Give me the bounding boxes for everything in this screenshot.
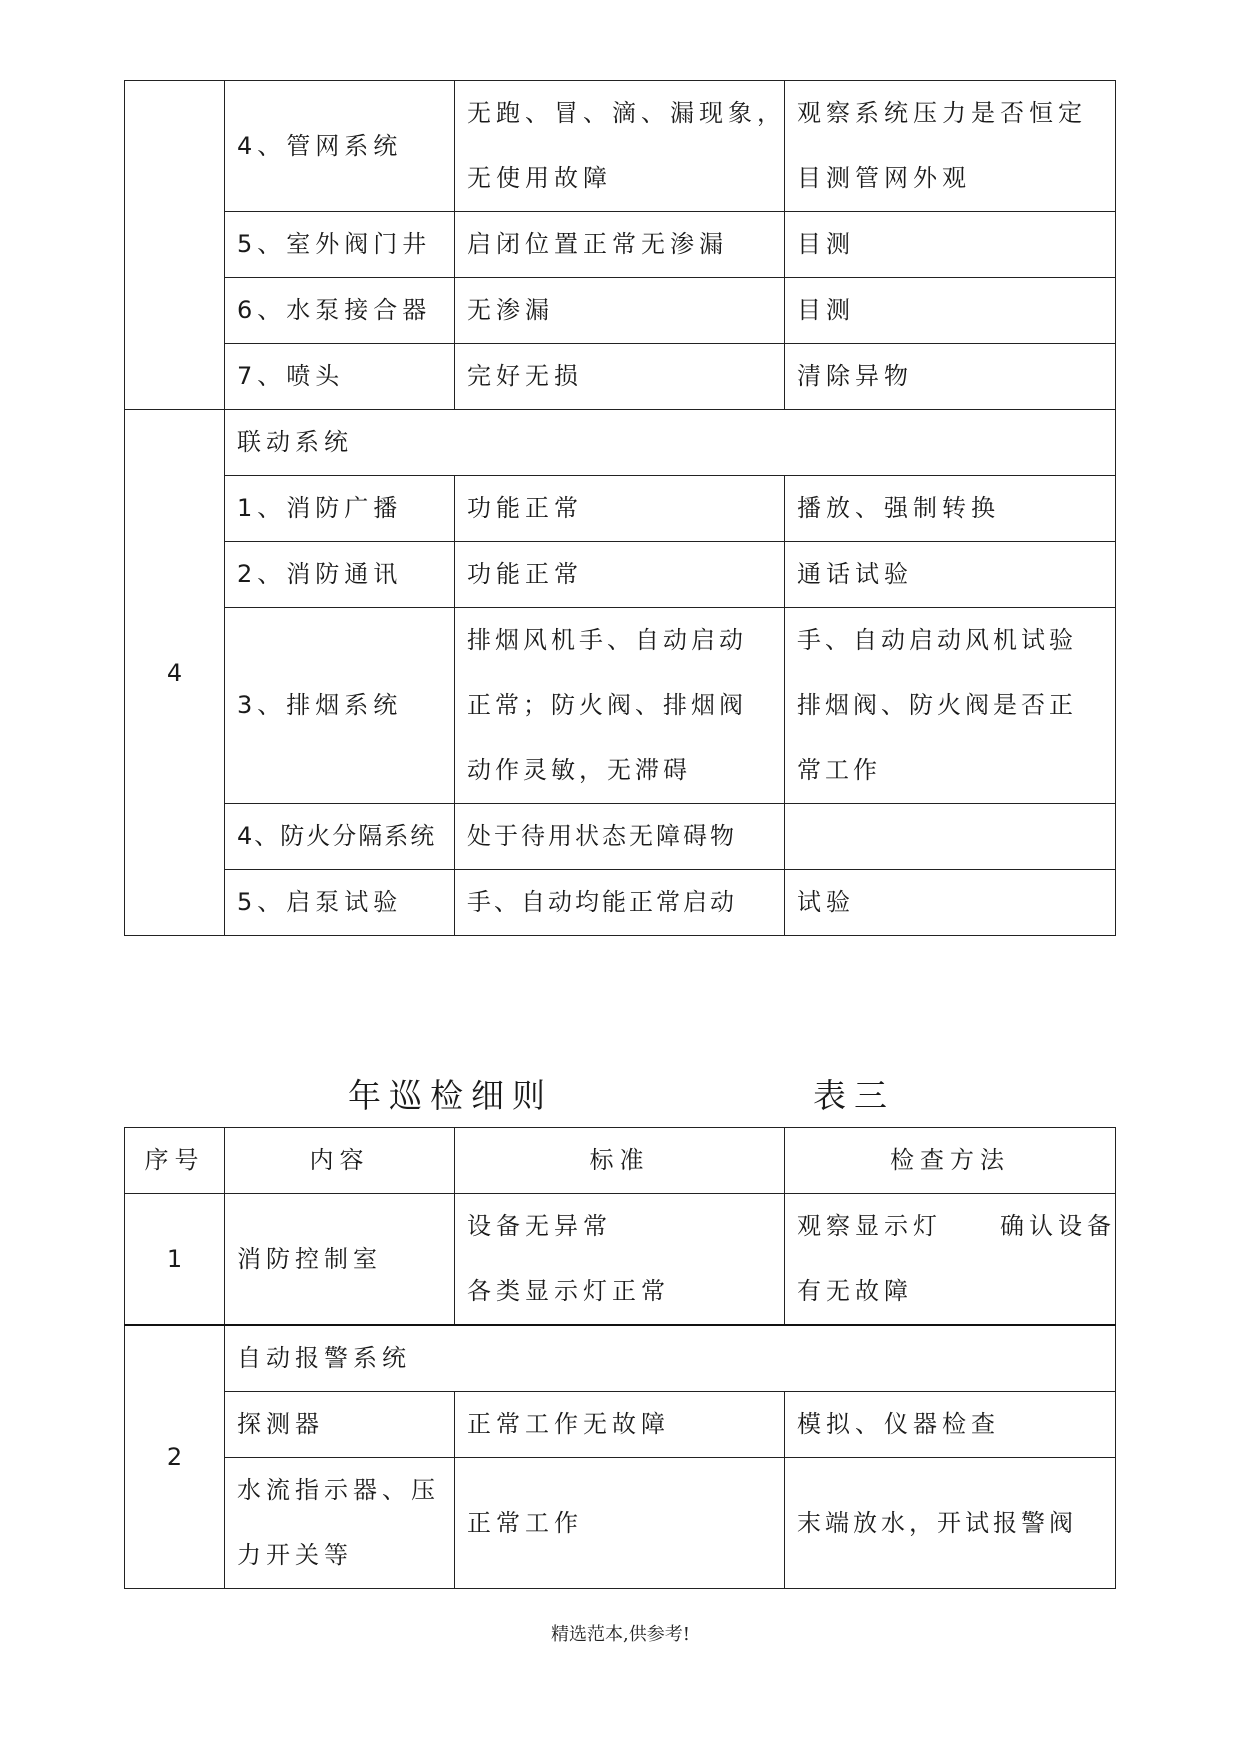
inspection-table-continued [124,80,1116,936]
standard-cell [455,608,785,804]
method-cell: 目测 [785,278,1116,344]
table-row [125,542,1116,608]
table-row [125,804,1116,870]
item-cell: 2、消防通讯 [225,542,455,608]
item-line: 水流指示器、压 [237,1476,440,1504]
title-main: 年巡检细则 [348,1076,553,1115]
row-number-cell: 1 [125,1194,225,1326]
method-cell: 模拟、仪器检查 [785,1392,1116,1458]
table-row [125,870,1116,936]
method-cell: 末端放水，开试报警阀 [785,1458,1116,1589]
standard-cell: 功能正常 [455,476,785,542]
method-cell: 目测 [785,212,1116,278]
item-cell: 3、排烟系统 [225,608,455,804]
group-heading-cell: 联动系统 [225,410,1116,476]
table-label: 表三 [813,1076,895,1115]
standard-cell [455,81,785,212]
header-standard: 标准 [455,1128,785,1194]
standard-cell: 正常工作 [455,1458,785,1589]
item-cell [225,1458,455,1589]
method-line: 观察系统压力是否恒定 [797,99,1087,127]
table-row [125,212,1116,278]
item-cell: 4、防火分隔系统 [225,804,455,870]
method-cell: 播放、强制转换 [785,476,1116,542]
item-line: 力开关等 [237,1541,353,1569]
table-row [125,410,1116,476]
standard-cell: 处于待用状态无障碍物 [455,804,785,870]
standard-cell: 无渗漏 [455,278,785,344]
standard-cell: 手、自动均能正常启动 [455,870,785,936]
header-content: 内容 [225,1128,455,1194]
item-cell: 7、喷头 [225,344,455,410]
method-cell [785,804,1116,870]
item-cell: 4、管网系统 [225,81,455,212]
method-cell: 清除异物 [785,344,1116,410]
group-number-cell: 4 [125,410,225,936]
standard-cell: 功能正常 [455,542,785,608]
standard-cell: 完好无损 [455,344,785,410]
item-cell: 6、水泵接合器 [225,278,455,344]
item-cell: 5、室外阀门井 [225,212,455,278]
item-cell: 消防控制室 [225,1194,455,1326]
method-line: 有无故障 [797,1277,913,1305]
table-row [125,1325,1116,1392]
method-line: 目测管网外观 [797,164,971,192]
standard-line: 设备无异常 [467,1212,612,1240]
header-number: 序号 [125,1128,225,1194]
standard-line: 动作灵敏，无滞碍 [467,756,691,784]
header-method: 检查方法 [785,1128,1116,1194]
table-row [125,81,1116,212]
standard-line: 无跑、冒、滴、漏现象， [467,99,786,127]
method-cell [785,81,1116,212]
table-row [125,1194,1116,1326]
standard-line: 正常；防火阀、排烟阀 [467,691,747,719]
group-number-cell: 2 [125,1325,225,1589]
standard-cell: 正常工作无故障 [455,1392,785,1458]
item-cell: 探测器 [225,1392,455,1458]
item-cell: 5、启泵试验 [225,870,455,936]
method-line: 常工作 [797,756,881,784]
method-cell: 试验 [785,870,1116,936]
method-cell: 通话试验 [785,542,1116,608]
annual-inspection-table [124,1127,1116,1589]
table-row [125,608,1116,804]
standard-cell [455,1194,785,1326]
table-row [125,1392,1116,1458]
standard-line: 排烟风机手、自动启动 [467,626,747,654]
method-line: 观察显示灯 确认设备 [797,1212,1116,1240]
table-row [125,278,1116,344]
table-row [125,1458,1116,1589]
table-row [125,344,1116,410]
page-title [348,1070,895,1117]
page-footer: 精选范本,供参考! [551,1624,690,1645]
standard-line: 无使用故障 [467,164,612,192]
method-line: 手、自动启动风机试验 [797,626,1077,654]
standard-cell: 启闭位置正常无渗漏 [455,212,785,278]
method-cell [785,608,1116,804]
table-row [125,476,1116,542]
group-heading-cell: 自动报警系统 [225,1325,1116,1392]
method-line: 排烟阀、防火阀是否正 [797,691,1077,719]
blank-number-cell [125,81,225,410]
method-cell [785,1194,1116,1326]
standard-line: 各类显示灯正常 [467,1277,670,1305]
item-cell: 1、消防广播 [225,476,455,542]
header-row [125,1128,1116,1194]
